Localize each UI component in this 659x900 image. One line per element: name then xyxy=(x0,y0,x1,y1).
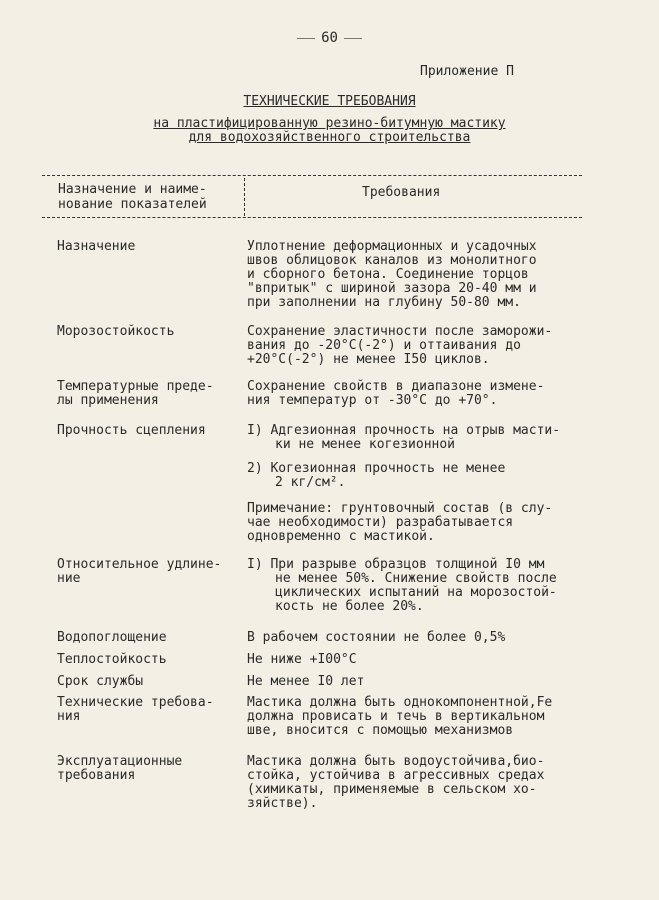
row-requirement: Мастика должна быть водоустойчива,био- стойка, устойчива в агрессивных средах (химикаты, применяемые в сельском хо- зяйстве). xyxy=(247,754,545,811)
title-line-3: для водохозяйственного строительства xyxy=(188,130,471,145)
row-name: Относительное удлине- ние xyxy=(57,557,222,586)
row-name: Технические требова- ния xyxy=(57,695,214,724)
row-name: Теплостойкость xyxy=(57,652,167,667)
row-requirement: Не ниже +I00°С xyxy=(247,652,357,667)
table-header-col2: Требования xyxy=(362,185,441,200)
table-header-separator xyxy=(244,178,245,216)
row-requirement: Уплотнение деформационных и усадочных швов облицовок каналов из монолитного и сборного бетона. Соединение торцов "впритык" с шириной зазора 20-40 мм и при заполнении на глубину 50-80 мм. xyxy=(247,239,537,310)
page-number-dash-right xyxy=(344,38,362,39)
title-line-1: ТЕХНИЧЕСКИЕ ТРЕБОВАНИЯ xyxy=(243,94,416,109)
row-name: Эксплуатационные требования xyxy=(57,754,183,783)
page-number: 60 xyxy=(0,30,659,46)
row-requirement: Сохранение свойств в диапазоне измене- ния температур от -30°С до +70°. xyxy=(247,379,545,408)
title-line-2: на пластифицированную резино-битумную мастику xyxy=(153,116,506,131)
row-name: Водопоглощение xyxy=(57,630,167,645)
row-requirement: I) Адгезионная прочность на отрыв масти- ки не менее когезионной 2) Когезионная прочность не менее 2 кг/см². Примечание: грунтовочный состав (в слу- чае необходимости) разрабатывается одновременно с мастикой. xyxy=(247,424,592,544)
row-name: Морозостойкость xyxy=(57,324,175,339)
row-requirement: Не менее I0 лет xyxy=(247,674,365,689)
row-requirement: I) При разрыве образцов толщиной I0 мм не менее 50%. Снижение свойств после циклических испытаний на морозостой- кость не более 20%. xyxy=(247,557,557,614)
row-requirement: В рабочем состоянии не более 0,5% xyxy=(247,630,506,645)
page-number-dash-left xyxy=(297,38,315,39)
row-name: Прочность сцепления xyxy=(57,423,206,438)
row-name: Срок службы xyxy=(57,674,144,689)
table-header-bottom-rule xyxy=(42,217,582,218)
row-name: Температурные преде- лы применения xyxy=(57,379,214,408)
row-name: Назначение xyxy=(57,239,136,254)
appendix-label: Приложение П xyxy=(420,64,514,79)
row-requirement: Сохранение эластичности после заморожи- вания до -20°С(-2°) и оттаивания до +20°С(-2°) не менее I50 циклов. xyxy=(247,324,553,367)
table-header-top-rule xyxy=(42,175,582,176)
row-requirement: Мастика должна быть однокомпонентной,Fe должна провисать и течь в вертикальном шве, вносится с помощью механизмов xyxy=(247,695,553,738)
note: Примечание: грунтовочный состав (в слу- xyxy=(247,501,553,516)
table-header-col1: Назначение и наиме- нование показателей xyxy=(58,182,207,212)
